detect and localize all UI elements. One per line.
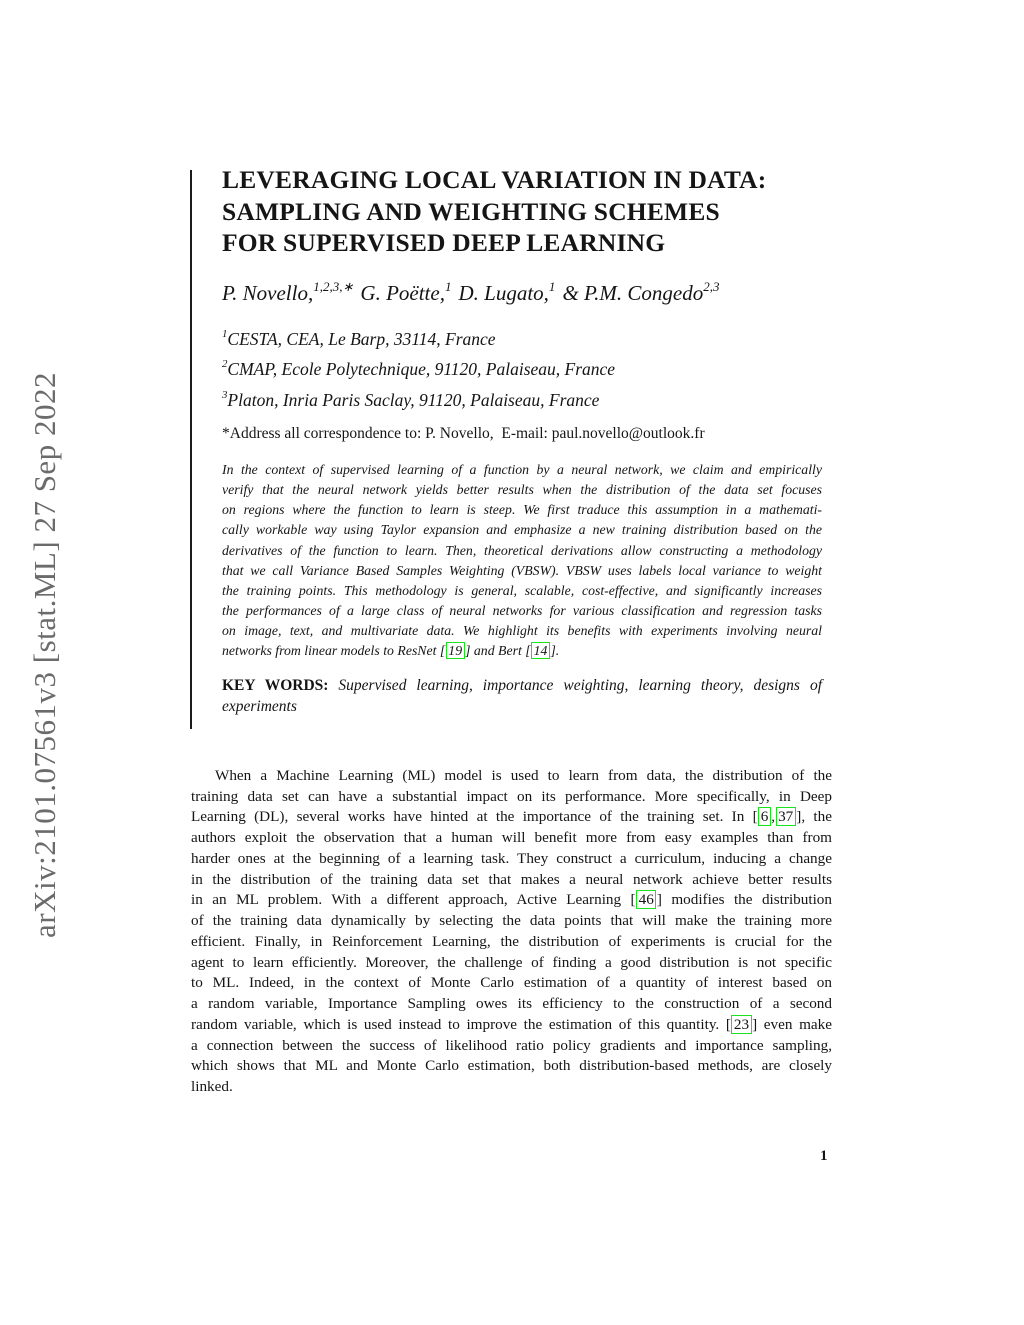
abstract-line: cally workable way using Taylor expansion and emphasize a new training distribution based on the: [222, 522, 822, 538]
author-name: & P.M. Congedo$^{2,3}$: [562, 279, 720, 305]
body-text-line: of the training data dynamically by selecting the data points that will make the training more: [191, 912, 832, 930]
keywords-block: [222, 676, 822, 717]
body-text-line: authors exploit the observation that a human will benefit more from easy examples than from: [191, 829, 832, 847]
body-text-line: efficient. Finally, in Reinforcement Learning, the distribution of experiments is crucial for the: [191, 932, 832, 950]
affiliation-line: $^1$CESTA, CEA, Le Barp, 33114, France: [222, 328, 496, 349]
author-affiliation-superscript: 1: [548, 279, 556, 294]
author-affiliation-superscript: 1: [444, 279, 452, 294]
keywords-text-2: experiments: [222, 697, 297, 715]
affiliations: [222, 324, 822, 415]
citation-link[interactable]: 6: [758, 807, 771, 826]
author-name: G. Poëtte,$^1$: [360, 279, 452, 305]
arxiv-watermark: arXiv:2101.07561v3 [stat.ML] 27 Sep 2022: [27, 372, 62, 938]
affiliation-line: $^2$CMAP, Ecole Polytechnique, 91120, Palaiseau, France: [222, 358, 616, 380]
citation-link[interactable]: 37: [776, 807, 796, 826]
paper-title: [222, 164, 834, 259]
abstract-line: derivatives of the function to learn. Then, theoretical derivations allow constructing a methodology: [222, 542, 822, 558]
abstract-line: networks from linear models to ResNet [ 19 ] and Bert [ 14 ].: [222, 643, 560, 659]
keywords-line-1: [222, 676, 822, 697]
abstract-line: the training points. This methodology is general, scalable, cost-effective, and significantly increases: [222, 582, 822, 598]
title-line: SAMPLING AND WEIGHTING SCHEMES: [222, 196, 720, 226]
abstract: [222, 460, 822, 662]
abstract-line: that we call Variance Based Samples Weighting (VBSW). VBSW uses labels local variance to weight: [222, 562, 822, 578]
body-text-line: random variable, which is used instead to improve the estimation of this quantity. [ 23 ] even make: [191, 1015, 832, 1033]
body-text-line: which shows that ML and Monte Carlo estimation, both distribution-based methods, are closely: [191, 1057, 832, 1075]
affiliation-line: $^3$Platon, Inria Paris Saclay, 91120, Palaiseau, France: [222, 388, 600, 410]
body-text-line: When a Machine Learning (ML) model is used to learn from data, the distribution of the: [215, 767, 832, 784]
authors-line: [222, 281, 827, 306]
abstract-line: the performances of a large class of neural networks for various classification and regression tasks: [222, 603, 822, 619]
author-affiliation-superscript: 2,3: [703, 279, 720, 294]
abstract-line: on regions where the function to learn is steep. We first traduce this assumption in a mathemati-: [222, 502, 822, 518]
citation-link[interactable]: 14: [531, 642, 550, 659]
keywords-line-2: [222, 697, 822, 718]
author-name: P. Novello,$^{1,2,3,∗}$: [222, 279, 354, 305]
keywords-label: KEY WORDS:: [222, 677, 329, 694]
keywords-text: Supervised learning, importance weighting, learning theory, designs of: [328, 677, 823, 694]
abstract-line: verify that the neural network yields better results when the distribution of the data set focuses: [222, 482, 822, 498]
abstract-line: In the context of supervised learning of a function by a neural network, we claim and empirically: [222, 462, 822, 477]
title-rule: [190, 170, 192, 729]
body-text-line: a random variable, Importance Sampling owes its efficiency to the construction of a second: [191, 995, 832, 1013]
body-text-line: a connection between the success of likelihood ratio policy gradients and importance sampling,: [191, 1036, 832, 1054]
author-affiliation-superscript: 1,2,3,∗: [313, 279, 354, 294]
body-text-line: training data set can have a substantial impact on its performance. More specifically, in Deep: [191, 787, 832, 805]
title-line: LEVERAGING LOCAL VARIATION IN DATA:: [222, 165, 767, 194]
abstract-line: on image, text, and multivariate data. We highlight its benefits with experiments involving neural: [222, 623, 822, 639]
page-number: 1: [820, 1148, 828, 1164]
body-text-line: linked.: [191, 1078, 233, 1096]
body-text-line: in an ML problem. With a different approach, Active Learning [ 46 ] modifies the distribution: [191, 891, 832, 909]
correspondence-line: *Address all correspondence to: P. Novello, E-mail: paul.novello@outlook.fr: [222, 425, 705, 442]
title-line: FOR SUPERVISED DEEP LEARNING: [222, 228, 666, 257]
citation-link[interactable]: 46: [636, 890, 656, 909]
citation-link[interactable]: 23: [731, 1015, 751, 1034]
body-text-line: harder ones at the beginning of a learning task. They construct a curriculum, inducing a change: [191, 849, 832, 867]
introduction-paragraph: [191, 766, 832, 1098]
citation-link[interactable]: 19: [446, 642, 465, 659]
body-text-line: agent to learn efficiently. Moreover, the challenge of finding a good distribution is not specific: [191, 953, 832, 971]
body-text-line: in the distribution of the training data set that makes a neural network achieve better results: [191, 870, 832, 888]
body-text-line: to ML. Indeed, in the context of Monte Carlo estimation of a quantity of interest based on: [191, 974, 832, 992]
author-name: D. Lugato,$^1$: [458, 279, 556, 305]
body-text-line: Learning (DL), several works have hinted at the importance of the training set. In [ 6 , 37 ], the: [191, 808, 832, 826]
